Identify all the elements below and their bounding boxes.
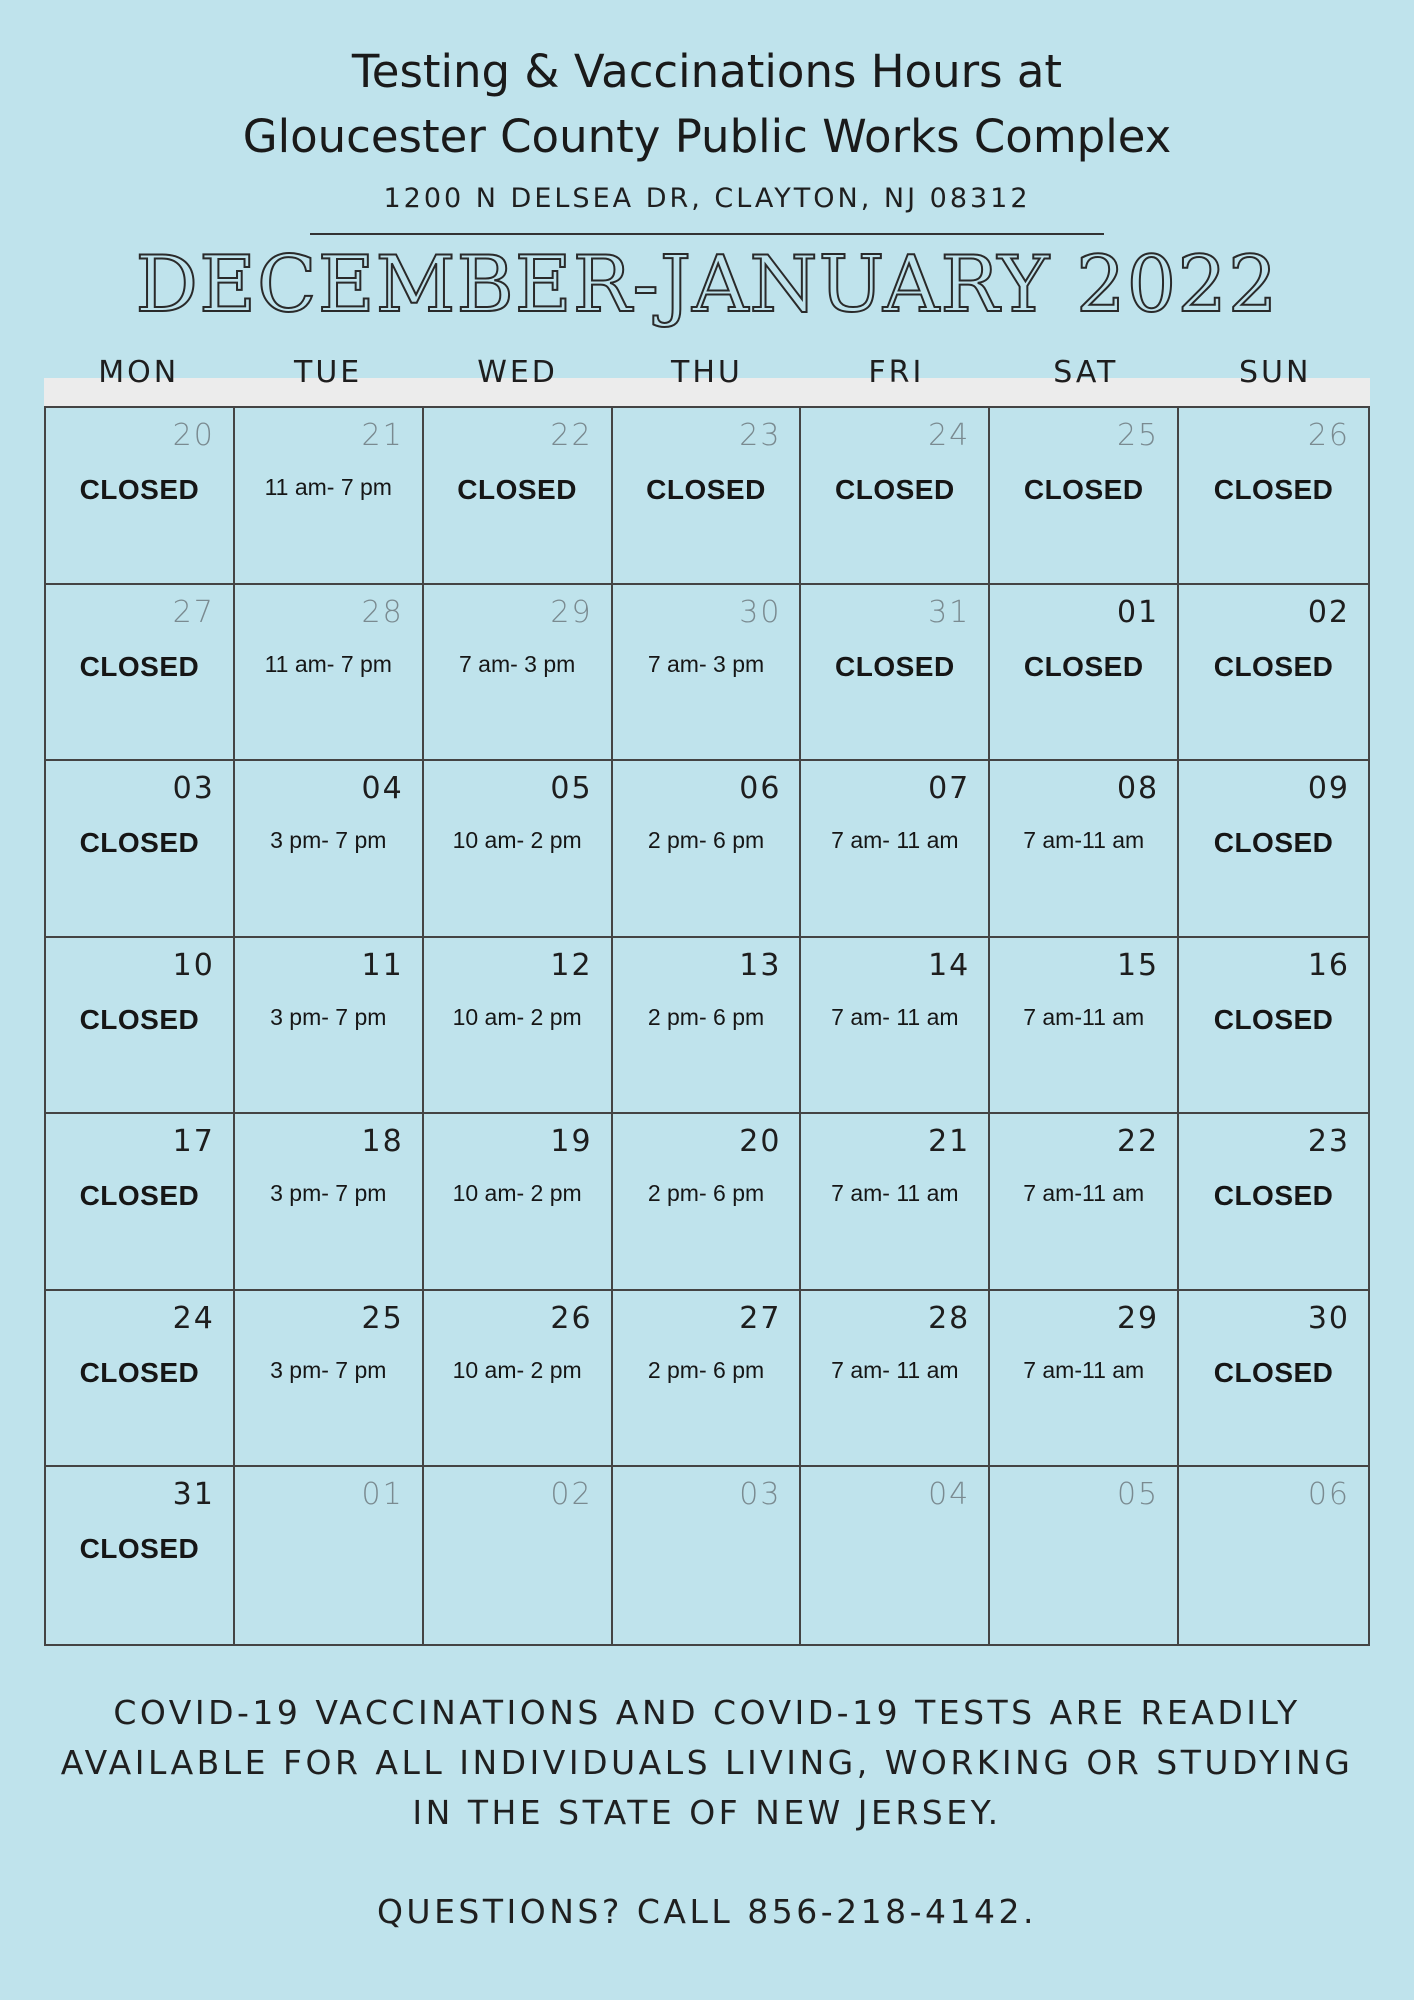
day-number: 22 [1116,1124,1160,1160]
hours-label: 3 pm- 7 pm [270,827,387,854]
hours-label: 3 pm- 7 pm [270,1356,387,1383]
calendar-cell [424,408,613,585]
day-number: 18 [361,1124,404,1160]
day-number: 28 [361,594,404,630]
day-number: 21 [361,418,404,453]
calendar-cell [1179,1291,1368,1468]
calendar-cell [613,1467,802,1644]
closed-label: CLOSED [79,1003,200,1035]
calendar-cell [990,1467,1179,1644]
day-number: 13 [739,947,782,983]
hours-label: 7 am- 11 am [831,1003,959,1030]
calendar-cell [613,408,802,585]
calendar-cell [46,1114,235,1291]
day-number: 25 [1116,418,1160,453]
calendar-cell [801,1114,990,1291]
calendar-cell [46,1467,235,1644]
day-of-week-sun: SUN [1239,355,1312,390]
day-number: 31 [172,1477,215,1513]
day-of-week-wed: WED [477,355,558,390]
closed-label: CLOSED [1213,650,1334,682]
day-number: 11 [361,947,404,983]
closed-label: CLOSED [79,1533,200,1565]
calendar-cell [801,1291,990,1468]
hours-label: 7 am-11 am [1023,1003,1145,1030]
footer-note [0,1688,1414,1838]
hours-label: 3 pm- 7 pm [270,1003,387,1030]
hours-label: 7 am-11 am [1023,1180,1145,1207]
day-number: 24 [172,1300,215,1336]
closed-label: CLOSED [1213,827,1334,859]
day-number: 05 [1116,1477,1160,1513]
day-of-week-mon: MON [98,355,180,390]
day-number: 02 [550,1477,593,1513]
calendar-cell [235,1114,424,1291]
calendar-cell [990,761,1179,938]
calendar-cell [1179,761,1368,938]
calendar-cell [801,408,990,585]
calendar-cell [424,938,613,1115]
calendar-cell [46,761,235,938]
day-number: 27 [739,1300,782,1336]
footer-call: QUESTIONS? CALL 856-218-4142. [376,1892,1038,1931]
address: 1200 N DELSEA DR, CLAYTON, NJ 08312 [383,183,1031,214]
day-number: 26 [550,1300,593,1336]
hours-label: 7 am-11 am [1023,1356,1145,1383]
calendar-cell [235,938,424,1115]
footer-note-line-3: IN THE STATE OF NEW JERSEY. [412,1793,1002,1832]
closed-label: CLOSED [646,474,766,505]
day-number: 17 [172,1124,215,1160]
closed-label: CLOSED [79,650,200,682]
calendar-cell [1179,408,1368,585]
day-number: 27 [172,594,215,630]
closed-label: CLOSED [1213,1180,1334,1212]
day-number: 19 [550,1124,593,1160]
day-of-week-sat: SAT [1053,355,1119,390]
closed-label: CLOSED [457,474,577,505]
day-number: 06 [739,771,782,807]
hours-label: 11 am- 7 pm [264,474,392,500]
calendar-cell [613,761,802,938]
day-number: 04 [361,771,404,807]
day-number: 15 [1116,947,1160,983]
day-number: 05 [550,771,593,807]
closed-label: CLOSED [1213,1356,1334,1388]
day-number: 02 [1307,594,1350,630]
day-number: 03 [739,1477,782,1513]
calendar-cell [1179,585,1368,762]
hours-label: 10 am- 2 pm [452,827,582,854]
calendar-cell [424,1291,613,1468]
calendar-cell [235,585,424,762]
day-number: 08 [1116,771,1160,807]
hours-label: 2 pm- 6 pm [647,1356,765,1383]
calendar-grid [44,406,1370,1646]
day-number: 24 [928,418,971,453]
hours-label: 7 am- 3 pm [458,650,576,677]
calendar-cell [46,585,235,762]
day-number: 06 [1307,1477,1350,1513]
hours-label: 10 am- 2 pm [452,1003,582,1030]
footer-note-line-2: AVAILABLE FOR ALL INDIVIDUALS LIVING, WORKING OR STUDYING [60,1743,1354,1782]
closed-label: CLOSED [1213,474,1334,505]
day-number: 04 [928,1477,971,1513]
calendar-cell [801,585,990,762]
closed-label: CLOSED [1213,1003,1334,1035]
day-number: 21 [928,1124,971,1160]
day-number: 09 [1307,771,1350,807]
day-number: 01 [1116,594,1160,630]
day-number: 10 [172,947,215,983]
title-line-1: Testing & Vaccinations Hours at [351,45,1063,98]
day-number: 25 [361,1300,404,1336]
day-of-week-header [44,355,1370,400]
closed-label: CLOSED [835,474,955,505]
day-number: 23 [739,418,782,453]
hours-label: 7 am- 3 pm [647,650,765,677]
calendar-cell [424,1114,613,1291]
closed-label: CLOSED [79,1180,200,1212]
calendar-cell [46,1291,235,1468]
calendar-cell [235,761,424,938]
footer-note-line-1: COVID-19 VACCINATIONS AND COVID-19 TESTS ARE READILY [113,1693,1301,1732]
divider [310,233,1104,235]
closed-label: CLOSED [1023,474,1144,505]
calendar-cell [46,938,235,1115]
day-number: 01 [361,1477,404,1513]
hours-label: 3 pm- 7 pm [270,1180,387,1207]
hours-label: 7 am-11 am [1023,827,1145,854]
hours-label: 7 am- 11 am [831,1180,959,1207]
calendar-cell [990,1291,1179,1468]
day-number: 20 [739,1124,782,1160]
hours-label: 10 am- 2 pm [452,1356,582,1383]
day-number: 29 [550,594,593,630]
calendar-cell [613,1291,802,1468]
calendar-cell [235,408,424,585]
hours-label: 2 pm- 6 pm [647,1003,765,1030]
hours-label: 7 am- 11 am [831,827,959,854]
calendar-cell [235,1467,424,1644]
calendar-cell [424,1467,613,1644]
calendar-cell [424,585,613,762]
calendar-cell [801,938,990,1115]
day-number: 07 [928,771,971,807]
month-heading: DECEMBER-JANUARY 2022 [135,240,1279,330]
calendar-cell [990,585,1179,762]
calendar-cell [990,938,1179,1115]
hours-label: 2 pm- 6 pm [647,1180,765,1207]
calendar-cell [613,585,802,762]
day-of-week-fri: FRI [868,355,925,390]
hours-label: 2 pm- 6 pm [647,827,765,854]
day-number: 22 [550,418,593,453]
day-number: 30 [739,594,782,630]
calendar-cell [613,938,802,1115]
day-number: 26 [1307,418,1350,453]
day-number: 12 [550,947,593,983]
closed-label: CLOSED [835,650,955,682]
calendar-cell [1179,938,1368,1115]
day-number: 03 [172,771,215,807]
day-number: 20 [172,418,215,453]
day-number: 31 [928,594,971,630]
hours-label: 10 am- 2 pm [452,1180,582,1207]
calendar-cell [46,408,235,585]
day-number: 30 [1307,1300,1350,1336]
closed-label: CLOSED [79,1356,200,1388]
closed-label: CLOSED [79,474,200,505]
calendar-cell [801,761,990,938]
calendar-cell [613,1114,802,1291]
calendar-cell [1179,1467,1368,1644]
calendar-cell [1179,1114,1368,1291]
closed-label: CLOSED [1023,650,1144,682]
hours-label: 7 am- 11 am [831,1356,959,1383]
calendar-cell [424,761,613,938]
day-number: 28 [928,1300,971,1336]
day-of-week-tue: TUE [294,355,363,390]
title-line-2: Gloucester County Public Works Complex [242,110,1172,163]
day-number: 14 [928,947,971,983]
closed-label: CLOSED [79,827,200,859]
calendar-cell [235,1291,424,1468]
day-number: 16 [1307,947,1350,983]
hours-label: 11 am- 7 pm [264,650,392,677]
day-number: 29 [1116,1300,1160,1336]
calendar-cell [801,1467,990,1644]
calendar-cell [990,1114,1179,1291]
calendar-cell [990,408,1179,585]
day-number: 23 [1307,1124,1350,1160]
day-of-week-thu: THU [671,355,743,390]
